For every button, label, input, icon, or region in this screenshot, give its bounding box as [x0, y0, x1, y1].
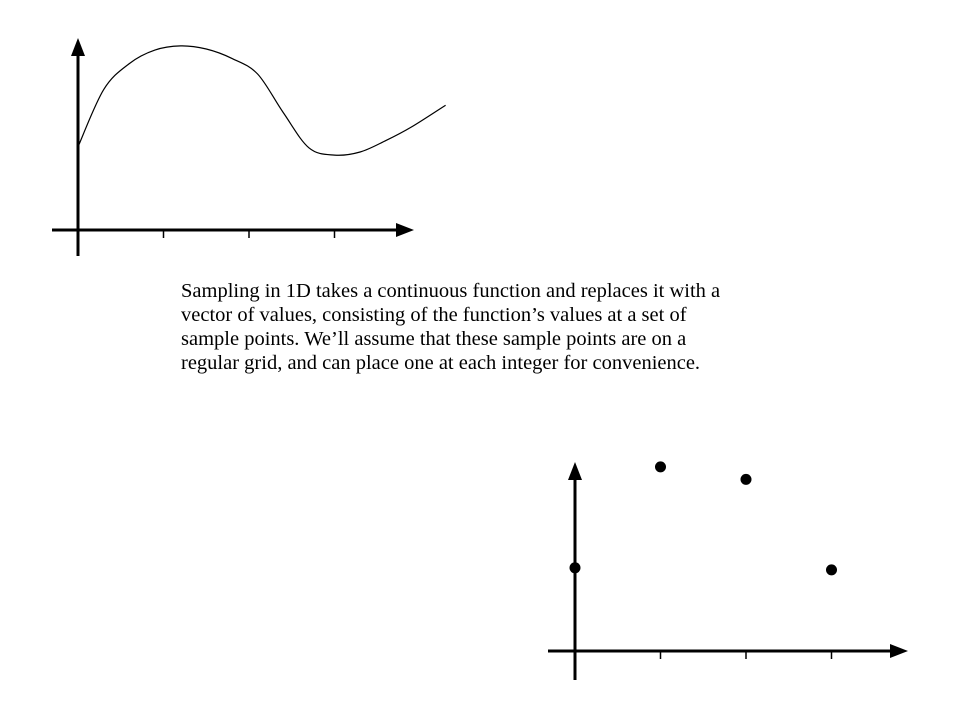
sample-point — [741, 474, 752, 485]
caption-line: sample points. We’ll assume that these sample points are on a — [181, 328, 687, 350]
caption-line: regular grid, and can place one at each integer for convenience. — [181, 352, 701, 374]
sampled-values-plot — [500, 440, 940, 700]
caption-line: Sampling in 1D takes a continuous function and replaces it with a — [181, 280, 721, 302]
caption — [181, 279, 781, 375]
continuous-function-plot — [0, 0, 480, 270]
y-axis-arrowhead — [568, 462, 582, 480]
axes — [548, 462, 908, 680]
sample-point — [826, 564, 837, 575]
sample-point — [570, 562, 581, 573]
axes — [52, 38, 414, 256]
x-axis-arrowhead — [890, 644, 908, 658]
caption-line: vector of values, consisting of the function’s values at a set of — [181, 304, 687, 326]
x-axis-arrowhead — [396, 223, 414, 237]
continuous-function-curve — [78, 46, 446, 155]
sample-point — [655, 461, 666, 472]
sample-points — [570, 461, 838, 575]
y-axis-arrowhead — [71, 38, 85, 56]
